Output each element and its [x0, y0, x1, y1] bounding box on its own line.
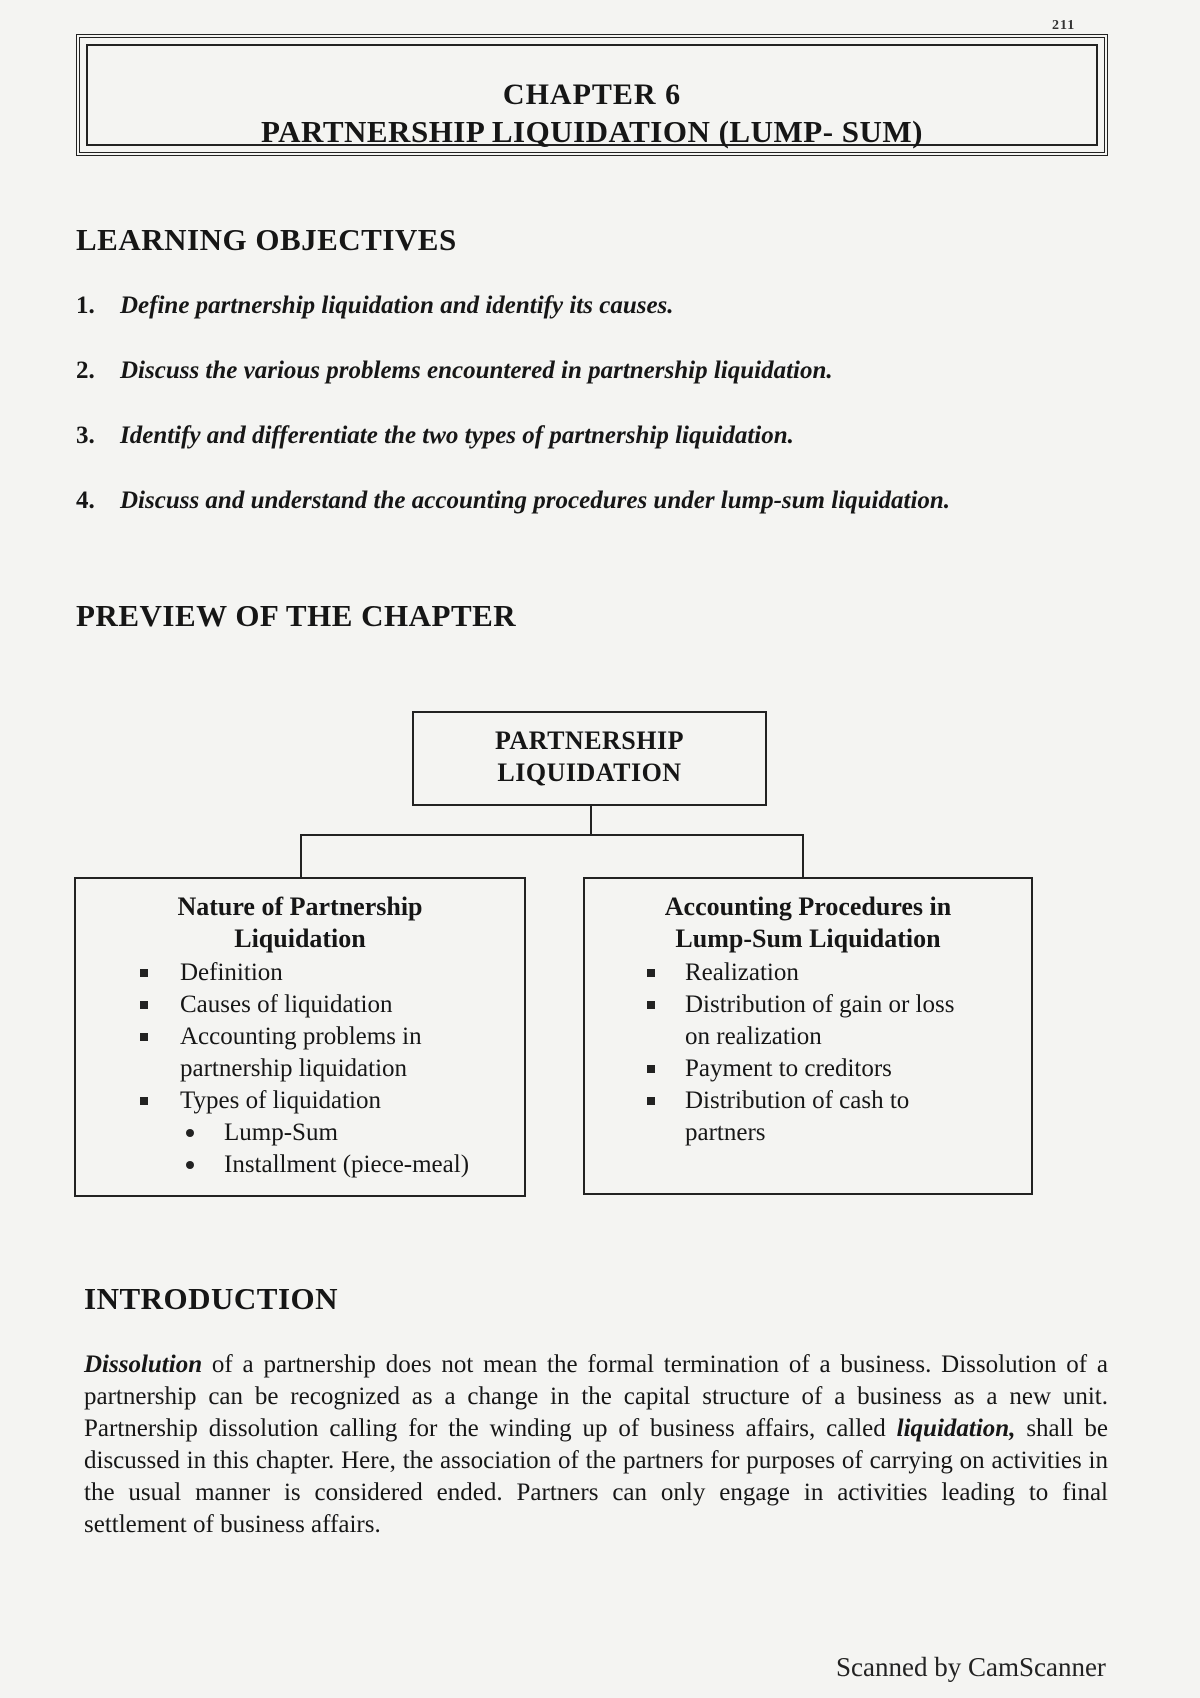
- objective-item: [76, 422, 1126, 487]
- objective-item: [76, 357, 1126, 422]
- term-liquidation: liquidation,: [896, 1415, 1016, 1442]
- sub-list-item: Installment (piece-meal): [76, 1149, 524, 1181]
- list-item: Distribution of cash to: [585, 1085, 1031, 1117]
- introduction-paragraph: [84, 1349, 1108, 1541]
- connector-left-drop: [300, 834, 302, 877]
- left-box-sub-bullets: [76, 1117, 524, 1181]
- list-item: Definition: [76, 957, 524, 989]
- list-item: Causes of liquidation: [76, 989, 524, 1021]
- list-item: Accounting problems in: [76, 1021, 524, 1053]
- objective-number: 1.: [76, 292, 95, 319]
- diagram-root-line2: LIQUIDATION: [497, 758, 682, 787]
- page-number: 211: [1052, 18, 1076, 33]
- list-item-continuation: partners: [685, 1119, 766, 1146]
- objective-item: [76, 487, 1126, 552]
- right-box-bullets: [585, 957, 1031, 1149]
- list-item-continuation: partnership liquidation: [180, 1055, 408, 1082]
- learning-objectives-heading: LEARNING OBJECTIVES: [76, 222, 457, 257]
- intro-text-part2: shall be discussed in this chapter. Here, the association of the partners for purposes of carrying on activities in the usual manner is considered ended. Partners can only engage in activities leading to final settlement of business affairs.: [84, 1415, 1108, 1538]
- chapter-title: PARTNERSHIP LIQUIDATION (LUMP- SUM): [261, 114, 923, 149]
- connector-right-drop: [802, 834, 804, 877]
- preview-heading: PREVIEW OF THE CHAPTER: [76, 598, 517, 633]
- right-box-title-line1: Accounting Procedures in: [664, 892, 952, 921]
- right-box-title: [585, 891, 1031, 955]
- objective-text: Discuss and understand the accounting procedures under lump-sum liquidation.: [120, 487, 951, 514]
- term-dissolution: Dissolution: [84, 1351, 203, 1378]
- introduction-heading: INTRODUCTION: [84, 1281, 339, 1316]
- diagram-root-line1: PARTNERSHIP: [494, 726, 684, 755]
- list-item-continuation: on realization: [685, 1023, 822, 1050]
- intro-text-part1: of a partnership does not mean the formal termination of a business. Dissolution of a partnership can be recognized as a change in the capital structure of a business as a new unit. Partnership dissolution calling for the winding up of business affairs, called: [84, 1351, 1108, 1442]
- diagram-left-box: [74, 877, 526, 1197]
- connector-horizontal: [300, 834, 804, 836]
- diagram-right-box: [583, 877, 1033, 1195]
- list-item: Realization: [585, 957, 1031, 989]
- left-box-title-line2: Liquidation: [234, 924, 366, 953]
- right-box-title-line2: Lump-Sum Liquidation: [675, 924, 941, 953]
- learning-objectives-list: [76, 292, 1126, 552]
- sub-list-item: Lump-Sum: [76, 1117, 524, 1149]
- connector-vertical-root: [590, 806, 592, 834]
- objective-text: Define partnership liquidation and identify its causes.: [120, 292, 674, 319]
- objective-number: 3.: [76, 422, 95, 449]
- list-item: Distribution of gain or loss: [585, 989, 1031, 1021]
- chapter-number: CHAPTER 6: [502, 78, 682, 111]
- objective-number: 2.: [76, 357, 95, 384]
- objective-number: 4.: [76, 487, 95, 514]
- left-box-bullets: [76, 957, 524, 1117]
- objective-text: Discuss the various problems encountered in partnership liquidation.: [120, 357, 833, 384]
- objective-item: [76, 292, 1126, 357]
- scanner-watermark: Scanned by CamScanner: [836, 1652, 1106, 1682]
- diagram-root-box: [412, 711, 767, 806]
- left-box-title: [76, 891, 524, 955]
- list-item: Payment to creditors: [585, 1053, 1031, 1085]
- objective-text: Identify and differentiate the two types of partnership liquidation.: [120, 422, 794, 449]
- list-item: Types of liquidation: [76, 1085, 524, 1117]
- chapter-header-box: [76, 34, 1108, 156]
- left-box-title-line1: Nature of Partnership: [177, 892, 423, 921]
